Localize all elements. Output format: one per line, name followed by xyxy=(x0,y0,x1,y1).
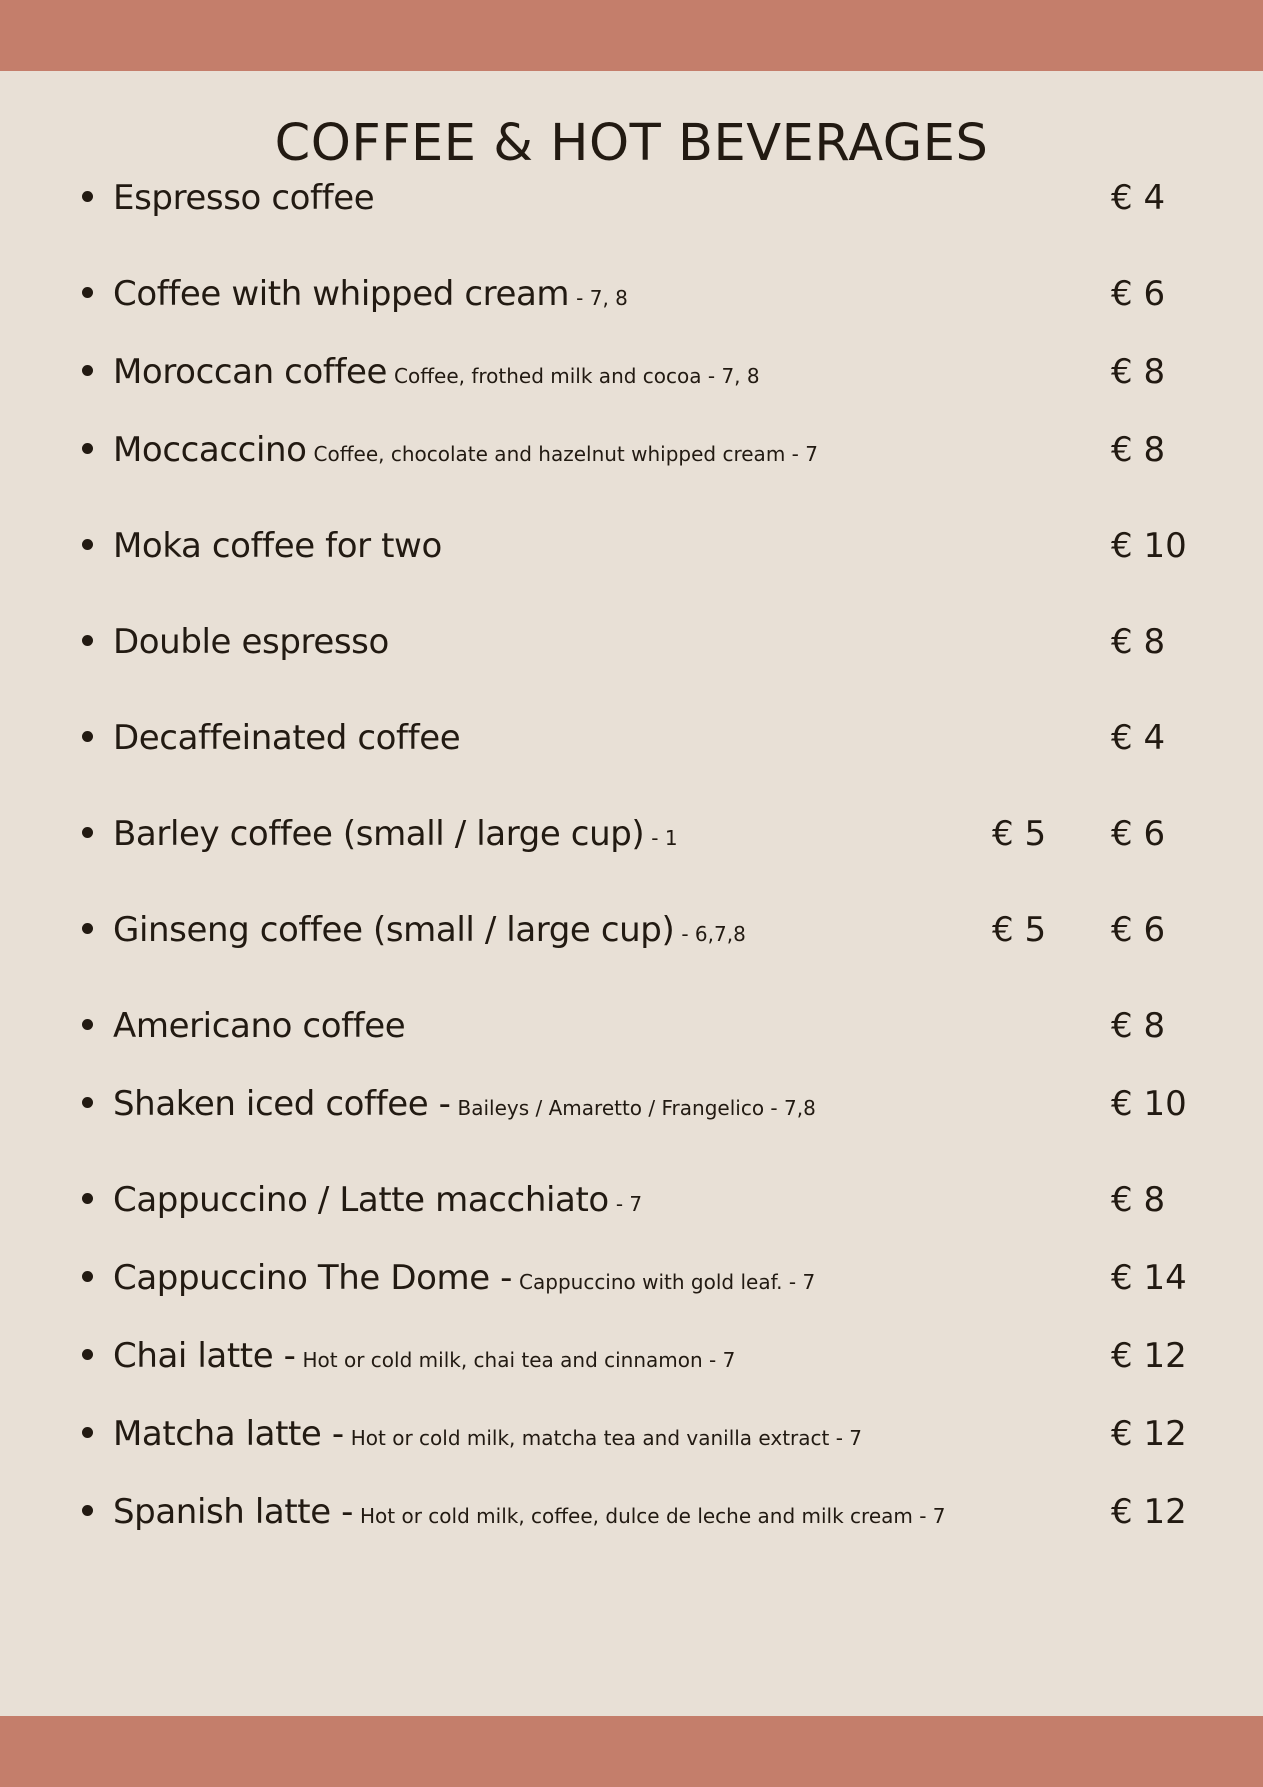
item-price: € 10 xyxy=(1111,526,1187,566)
menu-item-coffee-whipped-cream xyxy=(0,264,1263,324)
item-description: - 7, 8 xyxy=(576,286,628,310)
item-description: Hot or cold milk, matcha tea and vanilla extract - 7 xyxy=(350,1426,863,1450)
item-name: Moka coffee for two xyxy=(113,526,442,566)
bullet-icon xyxy=(82,1271,93,1282)
bullet-icon xyxy=(82,1019,93,1030)
item-description: Hot or cold milk, coffee, dulce de leche and milk cream - 7 xyxy=(360,1504,946,1528)
item-name: Spanish latte - xyxy=(113,1492,354,1532)
item-name: Barley coffee (small / large cup) xyxy=(113,814,645,854)
bullet-icon xyxy=(82,1193,93,1204)
menu-item-decaffeinated xyxy=(0,708,1263,768)
item-price: € 12 xyxy=(1111,1336,1187,1376)
bullet-icon xyxy=(82,539,93,550)
item-price: € 14 xyxy=(1111,1258,1187,1298)
item-price-small: € 5 xyxy=(992,814,1047,854)
item-description: - 7 xyxy=(615,1192,643,1216)
item-price: € 8 xyxy=(1111,1180,1166,1220)
bullet-icon xyxy=(82,443,93,454)
menu-item-ginseng-coffee xyxy=(0,900,1263,960)
bullet-icon xyxy=(82,1505,93,1516)
menu-item-cappuccino-latte xyxy=(0,1170,1263,1230)
menu-item-cappuccino-the-dome xyxy=(0,1248,1263,1308)
menu-item-double-espresso xyxy=(0,612,1263,672)
menu-item-espresso xyxy=(0,168,1263,228)
item-name: Americano coffee xyxy=(113,1006,406,1046)
menu-item-americano xyxy=(0,996,1263,1056)
bullet-icon xyxy=(82,923,93,934)
bullet-icon xyxy=(82,635,93,646)
menu-item-barley-coffee xyxy=(0,804,1263,864)
menu-title: COFFEE & HOT BEVERAGES xyxy=(274,114,989,173)
menu-item-moccaccino xyxy=(0,420,1263,480)
item-price: € 12 xyxy=(1111,1414,1187,1454)
bottom-band xyxy=(0,1716,1263,1787)
bullet-icon xyxy=(82,365,93,376)
top-band xyxy=(0,0,1263,71)
menu-item-spanish-latte xyxy=(0,1482,1263,1542)
menu-item-matcha-latte xyxy=(0,1404,1263,1464)
item-description: Coffee, chocolate and hazelnut whipped cream - 7 xyxy=(313,442,818,466)
item-price: € 6 xyxy=(1111,910,1166,950)
item-description: Hot or cold milk, chai tea and cinnamon - 7 xyxy=(302,1348,736,1372)
item-name: Shaken iced coffee - xyxy=(113,1084,451,1124)
menu-item-shaken-iced-coffee xyxy=(0,1074,1263,1134)
item-price: € 12 xyxy=(1111,1492,1187,1532)
item-description: Cappuccino with gold leaf. - 7 xyxy=(519,1270,816,1294)
item-name: Moccaccino xyxy=(113,430,307,470)
item-name: Cappuccino / Latte macchiato xyxy=(113,1180,609,1220)
item-price: € 8 xyxy=(1111,622,1166,662)
bullet-icon xyxy=(82,731,93,742)
item-price: € 8 xyxy=(1111,1006,1166,1046)
item-price: € 10 xyxy=(1111,1084,1187,1124)
menu-item-moka-for-two xyxy=(0,516,1263,576)
item-price: € 4 xyxy=(1111,718,1166,758)
bullet-icon xyxy=(82,827,93,838)
item-price: € 8 xyxy=(1111,430,1166,470)
item-name: Chai latte - xyxy=(113,1336,296,1376)
bullet-icon xyxy=(82,1097,93,1108)
item-name: Coffee with whipped cream xyxy=(113,274,570,314)
item-price: € 6 xyxy=(1111,814,1166,854)
item-name: Matcha latte - xyxy=(113,1414,344,1454)
item-price: € 4 xyxy=(1111,178,1166,218)
item-description: - 6,7,8 xyxy=(681,922,746,946)
menu-item-chai-latte xyxy=(0,1326,1263,1386)
menu-item-moroccan-coffee xyxy=(0,342,1263,402)
item-name: Moroccan coffee xyxy=(113,352,388,392)
item-description: Baileys / Amaretto / Frangelico - 7,8 xyxy=(457,1096,816,1120)
bullet-icon xyxy=(82,191,93,202)
bullet-icon xyxy=(82,1427,93,1438)
item-price: € 6 xyxy=(1111,274,1166,314)
item-name: Double espresso xyxy=(113,622,389,662)
item-price-small: € 5 xyxy=(992,910,1047,950)
item-price: € 8 xyxy=(1111,352,1166,392)
bullet-icon xyxy=(82,287,93,298)
bullet-icon xyxy=(82,1349,93,1360)
item-name: Ginseng coffee (small / large cup) xyxy=(113,910,675,950)
item-name: Espresso coffee xyxy=(113,178,375,218)
item-name: Decaffeinated coffee xyxy=(113,718,461,758)
item-description: Coffee, frothed milk and cocoa - 7, 8 xyxy=(394,364,760,388)
item-description: - 1 xyxy=(651,826,678,850)
item-name: Cappuccino The Dome - xyxy=(113,1258,513,1298)
